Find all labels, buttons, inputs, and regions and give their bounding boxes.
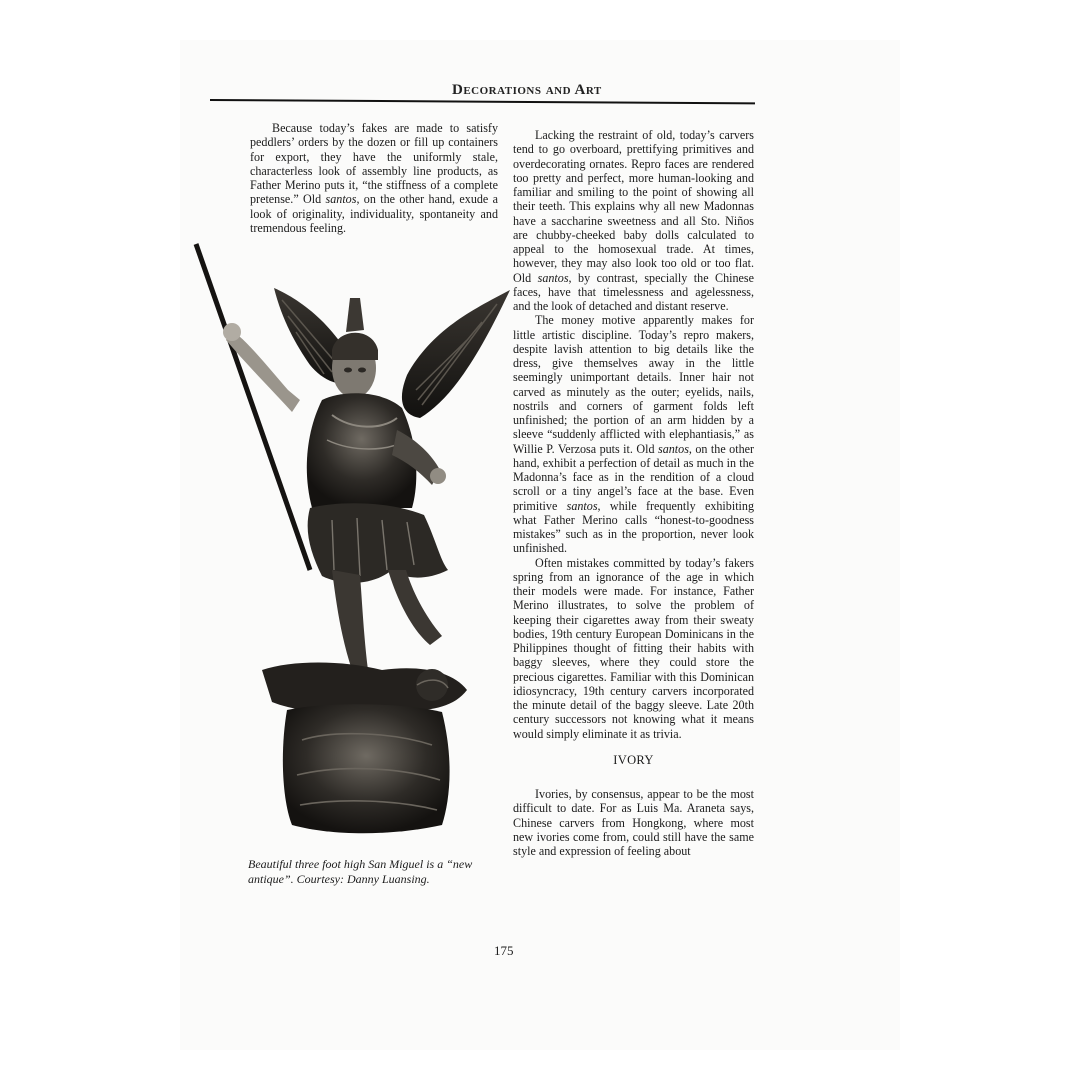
italic-term: santos — [325, 192, 357, 207]
drapery — [308, 503, 448, 583]
text-run: Lacking the restraint of old, today’s carvers tend to go overboard, prettifying primitives and overdecorating ornates. Repro faces are rendered too pretty and perfect, more human-looking and familiar and smiling to the point of showing all their teeth. This explains why all new Madonnas have a saccharine sweetness and all Sto. Niños are chubby-cheeked baby dolls calculated to appeal to the homosexual trade. At times, however, they may also look too old or too flat. Old — [513, 128, 754, 285]
page-number: 175 — [494, 943, 514, 958]
italic-term: santos — [537, 270, 569, 285]
text-run: , by contrast, specially the Chinese faces, have that timelessness and agelessness, and the look of detached and distant reserve. — [513, 270, 754, 313]
left-leg — [332, 570, 368, 670]
italic-term: santos — [566, 498, 598, 513]
italic-term: santos — [657, 441, 689, 456]
right-paragraph-1 — [513, 128, 754, 313]
running-head: Decorations and Art — [452, 82, 602, 98]
right-paragraph-4: Ivories, by consensus, appear to be the most difficult to date. For as Luis Ma. Araneta says, Chinese carvers from Hongkong, where most new ivories come from, could still have the same style and expression of feeling about — [513, 787, 754, 858]
raised-arm — [226, 330, 300, 412]
section-heading-ivory: IVORY — [613, 752, 654, 767]
san-miguel-statue-photo — [192, 240, 510, 840]
text-run: , on the other hand, exhibit a perfection of detail as much in the Madonna’s face as in the rendition of a cloud scroll or a tiny angel’s face at the base. Even primitive — [513, 441, 755, 513]
text-run: , on the other hand, exude a look of originality, individuality, spontaneity and tremendous feeling. — [250, 192, 498, 235]
text-run: The money motive apparently makes for little artistic discipline. Today’s repro makers, despite lavish attention to big details like the dress, give themselves away in the little seemingly unimportant details. Inner hair not carved as minutely as the outer; eyelids, nails, nostrils and corners of garment folds left unfinished; the portion of an arm hidden by a sleeve “suddenly afflicted with elephantiasis,” as Willie P. Verzosa puts it. Old — [513, 313, 754, 456]
text-run: , while frequently exhibiting what Father Merino calls “honest-to-goodness mistakes” such as in the proportion, never look unfinished. — [513, 498, 755, 556]
right-paragraph-2 — [513, 313, 754, 555]
figure-caption: Beautiful three foot high San Miguel is a “new antique”. Courtesy: Danny Luansing. — [248, 857, 473, 886]
right-text-column — [513, 128, 754, 858]
text-run: Because today’s fakes are made to satisfy peddlers’ orders by the dozen or fill up containers for export, they have the uniformly stale, characterless look of assembly line products, as Father Merino puts it, “the stiffness of a complete pretense.” Old — [250, 121, 498, 207]
right-paragraph-3: Often mistakes committed by today’s fakers spring from an ignorance of the age in which their models were made. For instance, Father Merino illustrates, to solve the problem of keeping their cigarettes away from their sweaty bodies, 19th century European Dominicans in the Philippines thought of fitting their habits with baggy sleeves, where they could store the precious cigarettes. Familiar with this Dominican idiosyncracy, 19th century carvers incorporated the minute detail of the baggy sleeve. Late 20th century successors not knowing what it means would simply eliminate it as trivia. — [513, 555, 754, 741]
left-text-column — [250, 121, 498, 235]
helmet-plume — [346, 298, 364, 332]
left-paragraph-1 — [250, 121, 498, 235]
right-leg — [388, 570, 442, 645]
